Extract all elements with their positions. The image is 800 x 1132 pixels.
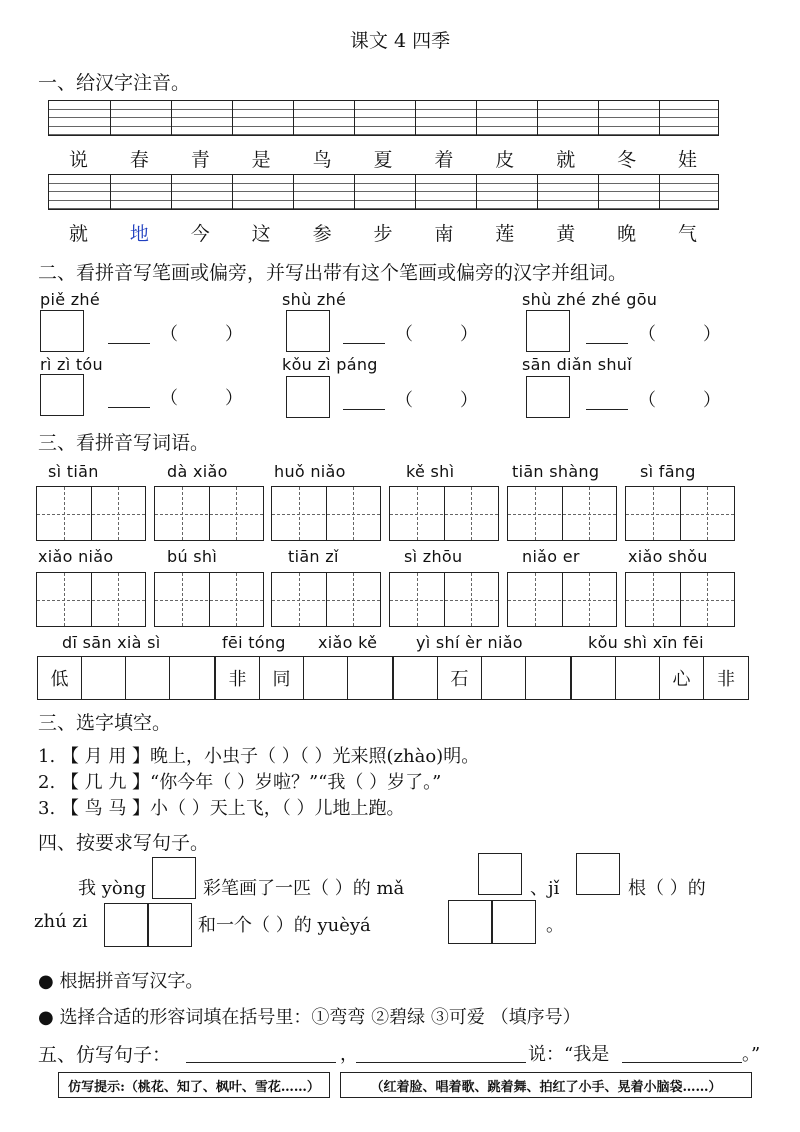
paren-right: ） [703, 390, 721, 411]
radical-pinyin: sān diǎn shuǐ [522, 355, 632, 374]
idiom-cell [572, 657, 616, 699]
char-row-2 [48, 219, 718, 246]
hanzi: 黄 [556, 223, 576, 245]
hanzi: 就 [68, 223, 88, 245]
idiom-cell [348, 657, 392, 699]
write-box[interactable] [148, 903, 192, 947]
answer-line[interactable] [586, 409, 628, 410]
page-title: 课文 4 四季 [349, 30, 451, 52]
word-pinyin: sì fāng [640, 462, 696, 481]
paren-left: （ [160, 388, 178, 409]
idiom-pinyin: xiǎo kě [318, 633, 378, 652]
word-pinyin: xiǎo shǒu [628, 547, 708, 566]
idiom-pinyin: yì shí èr niǎo [416, 633, 523, 652]
stroke-pinyin: piě zhé [40, 290, 101, 309]
idiom-pinyin: fēi tóng [222, 633, 286, 652]
idiom-cell: 非 [717, 669, 735, 690]
idiom-cell [126, 657, 170, 699]
stroke-box[interactable] [40, 310, 84, 352]
bullet-text: 选择合适的形容词填在括号里：①弯弯 ②碧绿 ③可爱 （填序号） [59, 1007, 581, 1028]
paren-right: ） [460, 324, 478, 345]
imitation-blank[interactable] [622, 1062, 742, 1063]
bullet-text: 根据拼音写汉字。 [59, 971, 204, 992]
tianzige-box[interactable] [36, 486, 146, 541]
hanzi: 气 [678, 223, 698, 245]
idiom-pinyin: kǒu shì xīn fēi [588, 633, 704, 652]
imitation-blank[interactable] [186, 1062, 336, 1063]
sentence-text: 彩笔画了一匹（ ）的 mǎ [203, 878, 405, 899]
fill-question-2[interactable]: 2. 【 几 九 】“你今年（ ）岁啦？”“我（ ）岁了。” [38, 772, 442, 793]
paren-left: （ [160, 324, 178, 345]
section-3-heading: 三、看拼音写词语。 [38, 432, 210, 454]
stroke-box[interactable] [526, 310, 570, 352]
idiom-cell [616, 657, 660, 699]
tianzige-box[interactable] [625, 486, 735, 541]
hanzi: 这 [251, 223, 271, 245]
bullet-2: ● 选择合适的形容词填在括号里：①弯弯 ②碧绿 ③可爱 （填序号） [38, 1007, 581, 1028]
answer-line[interactable] [108, 343, 150, 344]
section-2-heading: 二、看拼音写笔画或偏旁，并写出带有这个笔画或偏旁的汉字并组词。 [38, 262, 628, 284]
word-pinyin: sì zhōu [404, 547, 463, 566]
idiom-cell: 同 [260, 657, 304, 699]
hint-box-1: 仿写提示:（桃花、知了、枫叶、雪花……） [58, 1072, 330, 1098]
hanzi: 说 [68, 149, 88, 171]
section-6-heading: 五、仿写句子： [38, 1044, 172, 1066]
paren-left: （ [395, 324, 413, 345]
radical-pinyin: kǒu zì páng [282, 355, 378, 374]
imitation-blank[interactable] [356, 1062, 526, 1063]
char-row-1 [48, 145, 718, 172]
paren-right: ） [703, 324, 721, 345]
section-4-heading: 三、选字填空。 [38, 712, 172, 734]
hanzi: 皮 [495, 149, 515, 171]
hanzi: 参 [312, 223, 332, 245]
write-box[interactable] [152, 857, 196, 899]
word-pinyin: tiān shàng [512, 462, 600, 481]
word-pinyin: huǒ niǎo [274, 462, 346, 481]
sentence-text: zhú zi [34, 911, 88, 932]
idiom-cell: 非 [216, 657, 260, 699]
tianzige-box[interactable] [154, 486, 264, 541]
hanzi: 着 [434, 149, 454, 171]
paren-left: （ [638, 324, 656, 345]
sentence-text: 、jǐ [530, 878, 560, 899]
stroke-pinyin: shù zhé zhé gōu [522, 290, 658, 309]
tianzige-box[interactable] [271, 572, 381, 627]
sentence-text: 和一个（ ）的 yuèyá [198, 915, 371, 936]
hanzi: 冬 [617, 149, 637, 171]
idiom-cell: 心 [660, 657, 704, 699]
paren-left: （ [638, 390, 656, 411]
tianzige-box[interactable] [625, 572, 735, 627]
hanzi: 就 [556, 149, 576, 171]
tianzige-box[interactable] [507, 572, 617, 627]
sentence-text: 。 [546, 915, 564, 936]
hanzi: 夏 [373, 149, 393, 171]
write-box[interactable] [478, 853, 522, 895]
write-box[interactable] [448, 900, 492, 944]
idiom-cell [82, 657, 126, 699]
hanzi: 鸟 [312, 149, 332, 171]
write-box[interactable] [104, 903, 148, 947]
hanzi-highlight: 地 [129, 223, 149, 245]
radical-pinyin: rì zì tóu [40, 355, 103, 374]
paren-right: ） [225, 388, 243, 409]
tianzige-box[interactable] [389, 486, 499, 541]
tianzige-box[interactable] [271, 486, 381, 541]
answer-line[interactable] [586, 343, 628, 344]
idiom-cell: 低 [38, 657, 82, 699]
stroke-pinyin: shù zhé [282, 290, 347, 309]
idiom-boxes[interactable] [37, 656, 215, 700]
write-box[interactable] [576, 853, 620, 895]
tianzige-box[interactable] [36, 572, 146, 627]
tianzige-box[interactable] [389, 572, 499, 627]
fill-question-3[interactable]: 3. 【 鸟 马 】小（ ）天上飞，（ ）儿地上跑。 [38, 798, 405, 819]
hanzi: 晚 [617, 223, 637, 245]
idiom-cell: 石 [438, 657, 482, 699]
idiom-cell [170, 657, 214, 699]
word-pinyin: xiǎo niǎo [38, 547, 114, 566]
answer-line[interactable] [343, 409, 385, 410]
hint-box-2: （红着脸、唱着歌、跳着舞、拍红了小手、晃着小脑袋……） [340, 1072, 752, 1098]
fill-question-1[interactable]: 1. 【 月 用 】晚上，小虫子（ ）（ ）光来照(zhào)明。 [38, 746, 480, 767]
idiom-cell [304, 657, 348, 699]
radical-box[interactable] [40, 374, 84, 416]
paren-right: ） [460, 390, 478, 411]
tianzige-box[interactable] [507, 486, 617, 541]
radical-box[interactable] [526, 376, 570, 418]
word-pinyin: sì tiān [48, 462, 99, 481]
section-5-heading: 四、按要求写句子。 [38, 832, 210, 854]
pinyin-grid-1[interactable] [48, 100, 719, 136]
pinyin-grid-2[interactable] [48, 174, 719, 210]
idiom-boxes[interactable] [215, 656, 393, 700]
hanzi: 今 [190, 223, 210, 245]
idiom-pinyin: dī sān xià sì [62, 633, 161, 652]
sentence-text: 根（ ）的 [628, 878, 706, 899]
idiom-boxes[interactable] [571, 656, 749, 700]
comma: ， [340, 1044, 358, 1065]
said-text: 说：“我是 [528, 1044, 610, 1065]
hanzi: 娃 [678, 149, 698, 171]
hanzi: 是 [251, 149, 271, 171]
word-pinyin: bú shì [167, 547, 218, 566]
hanzi: 步 [373, 223, 393, 245]
write-box[interactable] [492, 900, 536, 944]
idiom-cell [394, 657, 438, 699]
answer-line[interactable] [343, 343, 385, 344]
idiom-cell [482, 657, 526, 699]
hanzi: 莲 [495, 223, 515, 245]
tianzige-box[interactable] [154, 572, 264, 627]
word-pinyin: tiān zǐ [288, 547, 339, 566]
word-pinyin: kě shì [406, 462, 455, 481]
paren-left: （ [395, 390, 413, 411]
idiom-cell [526, 657, 570, 699]
word-pinyin: dà xiǎo [167, 462, 228, 481]
hanzi: 春 [129, 149, 149, 171]
hanzi: 南 [434, 223, 454, 245]
section-1-heading: 一、给汉字注音。 [38, 72, 191, 94]
idiom-boxes[interactable] [393, 656, 571, 700]
sentence-text: 我 yòng [78, 878, 146, 899]
radical-box[interactable] [286, 376, 330, 418]
answer-line[interactable] [108, 407, 150, 408]
word-pinyin: niǎo er [522, 547, 580, 566]
hanzi: 青 [190, 149, 210, 171]
end-quote: 。” [742, 1044, 761, 1065]
stroke-box[interactable] [286, 310, 330, 352]
bullet-1: ● 根据拼音写汉字。 [38, 971, 204, 992]
paren-right: ） [225, 324, 243, 345]
